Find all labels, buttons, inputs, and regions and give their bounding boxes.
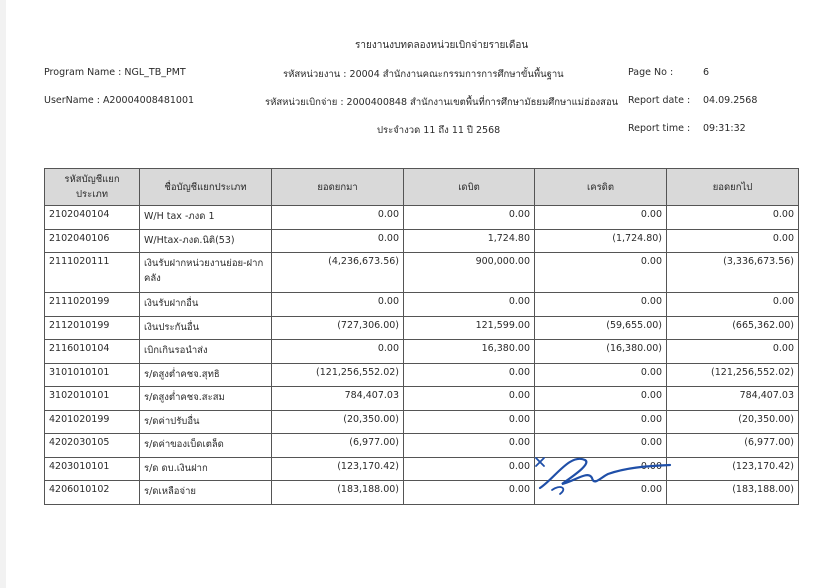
debit-cell: 0.00 xyxy=(404,457,535,481)
table-row xyxy=(45,363,799,387)
account-name-cell: ร/ดค่าของเบ็ดเตล็ด xyxy=(140,434,272,458)
account-code-cell: 4203010101 xyxy=(45,457,140,481)
table-row xyxy=(45,457,799,481)
account-code-cell: 2102040106 xyxy=(45,229,140,253)
account-name-cell: ร/ดค่าปรับอื่น xyxy=(140,410,272,434)
account-name-cell: ร/ดเหลือจ่าย xyxy=(140,481,272,505)
brought-forward-cell: (6,977.00) xyxy=(272,434,404,458)
debit-cell: 0.00 xyxy=(404,363,535,387)
carried-forward-cell: (20,350.00) xyxy=(667,410,799,434)
account-name-cell: ร/ดสูงต่ำคชจ.สะสม xyxy=(140,387,272,411)
credit-cell: (16,380.00) xyxy=(535,340,667,364)
brought-forward-cell: (20,350.00) xyxy=(272,410,404,434)
report-time-value: 09:31:32 xyxy=(703,123,746,134)
program-name-label: Program Name : xyxy=(44,67,122,78)
carried-forward-cell: (3,336,673.56) xyxy=(667,253,799,293)
account-name-cell: เงินรับฝากอื่น xyxy=(140,293,272,317)
debit-cell: 900,000.00 xyxy=(404,253,535,293)
table-row xyxy=(45,229,799,253)
account-code-cell: 2102040104 xyxy=(45,206,140,230)
carried-forward-cell: (183,188.00) xyxy=(667,481,799,505)
carried-forward-cell: 0.00 xyxy=(667,206,799,230)
table-row xyxy=(45,206,799,230)
credit-cell: 0.00 xyxy=(535,387,667,411)
report-title: รายงานงบทดลองหน่วยเบิกจ่ายรายเดือน xyxy=(355,40,529,51)
account-code-cell: 4202030105 xyxy=(45,434,140,458)
brought-forward-cell: (121,256,552.02) xyxy=(272,363,404,387)
account-code-cell: 3102010101 xyxy=(45,387,140,411)
header-account-code: รหัสบัญชีแยกประเภท xyxy=(45,169,140,206)
header-brought-forward: ยอดยกมา xyxy=(272,169,404,206)
table-header-row xyxy=(45,169,799,206)
credit-cell: 0.00 xyxy=(535,206,667,230)
brought-forward-cell: 0.00 xyxy=(272,293,404,317)
account-code-cell: 4201020199 xyxy=(45,410,140,434)
table-row xyxy=(45,340,799,364)
table-row xyxy=(45,316,799,340)
header-debit: เดบิต xyxy=(404,169,535,206)
debit-cell: 1,724.80 xyxy=(404,229,535,253)
account-code-cell: 2111020111 xyxy=(45,253,140,293)
table-row xyxy=(45,410,799,434)
credit-cell: 0.00 xyxy=(535,410,667,434)
account-code-cell: 2116010104 xyxy=(45,340,140,364)
credit-cell: 0.00 xyxy=(535,253,667,293)
table-row xyxy=(45,293,799,317)
table-row xyxy=(45,253,799,293)
period-line: ประจำงวด 11 ถึง 11 ปี 2568 xyxy=(377,125,501,136)
header-account-name: ชื่อบัญชีแยกประเภท xyxy=(140,169,272,206)
report-date-value: 04.09.2568 xyxy=(703,95,758,106)
debit-cell: 0.00 xyxy=(404,206,535,230)
brought-forward-cell: 0.00 xyxy=(272,229,404,253)
account-name-cell: W/H tax -ภงด 1 xyxy=(140,206,272,230)
carried-forward-cell: (665,362.00) xyxy=(667,316,799,340)
debit-cell: 0.00 xyxy=(404,293,535,317)
account-code-cell: 3101010101 xyxy=(45,363,140,387)
debit-cell: 0.00 xyxy=(404,410,535,434)
brought-forward-cell: (727,306.00) xyxy=(272,316,404,340)
brought-forward-cell: (4,236,673.56) xyxy=(272,253,404,293)
credit-cell: 0.00 xyxy=(535,457,667,481)
account-name-cell: W/Htax-ภงด.นิติ(53) xyxy=(140,229,272,253)
username-value: A20004008481001 xyxy=(102,95,195,106)
carried-forward-cell: (121,256,552.02) xyxy=(667,363,799,387)
credit-cell: (59,655.00) xyxy=(535,316,667,340)
brought-forward-cell: 784,407.03 xyxy=(272,387,404,411)
header-credit: เครดิต xyxy=(535,169,667,206)
carried-forward-cell: 0.00 xyxy=(667,293,799,317)
username-label: UserName : xyxy=(44,95,100,106)
report-date-label: Report date : xyxy=(628,95,691,106)
carried-forward-cell: (123,170.42) xyxy=(667,457,799,481)
page-no-label: Page No : xyxy=(628,67,674,78)
account-code-cell: 2111020199 xyxy=(45,293,140,317)
brought-forward-cell: 0.00 xyxy=(272,340,404,364)
credit-cell: (1,724.80) xyxy=(535,229,667,253)
table-row xyxy=(45,434,799,458)
account-code-cell: 4206010102 xyxy=(45,481,140,505)
carried-forward-cell: 784,407.03 xyxy=(667,387,799,411)
program-name xyxy=(44,67,186,78)
debit-cell: 121,599.00 xyxy=(404,316,535,340)
account-code-cell: 2112010199 xyxy=(45,316,140,340)
debit-cell: 16,380.00 xyxy=(404,340,535,364)
brought-forward-cell: (183,188.00) xyxy=(272,481,404,505)
program-name-value: NGL_TB_PMT xyxy=(124,67,186,78)
page-no-value: 6 xyxy=(703,67,710,78)
agency-line: รหัสหน่วยงาน : 20004 สำนักงานคณะกรรมการการศึกษาขั้นพื้นฐาน xyxy=(283,69,564,80)
brought-forward-cell: (123,170.42) xyxy=(272,457,404,481)
table-row xyxy=(45,387,799,411)
debit-cell: 0.00 xyxy=(404,387,535,411)
report-time-label: Report time : xyxy=(628,123,691,134)
table-row xyxy=(45,481,799,505)
account-name-cell: ร/ดสูงต่ำคชจ.สุทธิ xyxy=(140,363,272,387)
account-name-cell: ร/ด ดบ.เงินฝาก xyxy=(140,457,272,481)
debit-cell: 0.00 xyxy=(404,434,535,458)
debit-cell: 0.00 xyxy=(404,481,535,505)
disbursement-unit-line: รหัสหน่วยเบิกจ่าย : 2000400848 สำนักงานเขตพื้นที่การศึกษามัธยมศึกษาแม่ฮ่องสอน xyxy=(265,97,619,108)
carried-forward-cell: (6,977.00) xyxy=(667,434,799,458)
header-carried-forward: ยอดยกไป xyxy=(667,169,799,206)
credit-cell: 0.00 xyxy=(535,363,667,387)
carried-forward-cell: 0.00 xyxy=(667,229,799,253)
brought-forward-cell: 0.00 xyxy=(272,206,404,230)
carried-forward-cell: 0.00 xyxy=(667,340,799,364)
credit-cell: 0.00 xyxy=(535,293,667,317)
account-name-cell: เงินรับฝากหน่วยงานย่อย-ฝากคลัง xyxy=(140,253,272,293)
scan-edge xyxy=(0,0,6,588)
account-name-cell: เงินประกันอื่น xyxy=(140,316,272,340)
credit-cell: 0.00 xyxy=(535,434,667,458)
account-name-cell: เบิกเกินรอนำส่ง xyxy=(140,340,272,364)
trial-balance-table xyxy=(44,168,799,505)
username xyxy=(44,95,194,106)
credit-cell: 0.00 xyxy=(535,481,667,505)
